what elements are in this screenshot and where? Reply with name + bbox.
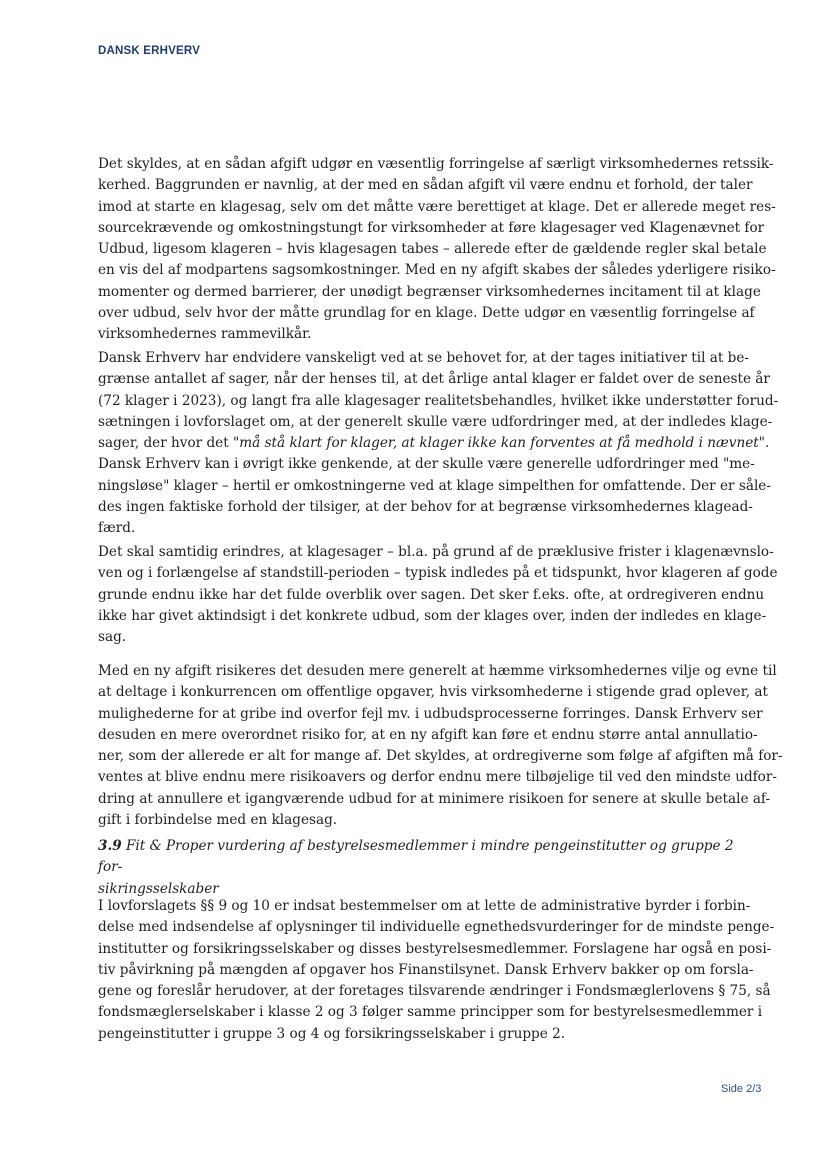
paragraph-line: Det skal samtidig erindres, at klagesager – bl.a. på grund af de præklusive frister i klagenævnslo- (98, 544, 774, 560)
paragraph-line: pengeinstitutter i gruppe 3 og 4 og forsikringsselskaber i gruppe 2. (98, 1025, 566, 1042)
paragraph-line: sourcekrævende og omkostningstungt for virksomheder at føre klagesager ved Klagenævnet for (98, 219, 765, 236)
paragraph-line: sag. (98, 629, 127, 646)
page-number: Side 2/3 (721, 1083, 762, 1095)
paragraph-line: grunde endnu ikke har det fulde overblik over sagen. Det sker f.eks. ofte, at ordregiveren endnu (98, 586, 765, 603)
paragraph-line: sætningen i lovforslaget om, at der generelt skulle være udfordringer med, at der indledes klage- (98, 413, 773, 430)
section-title-line2: sikringsselskaber (98, 880, 219, 897)
paragraph-line: færd. (98, 520, 136, 537)
paragraph-line: momenter og dermed barrierer, der unødigt begrænser virksomhedernes incitament til at klage (98, 283, 761, 300)
paragraph-fit-proper (98, 896, 775, 1045)
paragraph-line: dring at annullere et igangværende udbud for at minimere risikoen for senere at skulle betale af- (98, 790, 771, 807)
paragraph-line: delse med indsendelse af oplysninger til individuelle egnethedsvurderinger for de mindste penge- (98, 919, 775, 936)
paragraph-line: gene og foreslår herudover, at der foretages tilsvarende ændringer i Fondsmæglerlovens § 75, så (98, 983, 771, 1000)
paragraph-line: Det skyldes, at en sådan afgift udgør en væsentlig forringelse af særligt virksomhedernes retssik- (98, 156, 774, 172)
paragraph-line: ner, som der allerede er alt for mange af. Det skyldes, at ordregiverne som følge af afgiften må for- (98, 748, 783, 765)
paragraph-line: ikke har givet aktindsigt i det konkrete udbud, som der klages over, inden der indledes en klage- (98, 607, 767, 624)
paragraph-line: fondsmæglerselskaber i klasse 2 og 3 følger samme principper som for bestyrelsesmedlemmer i (98, 1004, 763, 1021)
paragraph-line: Dansk Erhverv har endvidere vanskeligt ved at se behovet for, at der tages initiativer til at be- (98, 350, 750, 366)
paragraph-line: en vis del af modpartens sagsomkostninger. Med en ny afgift skabes der således yderligere risiko- (98, 262, 776, 279)
paragraph-line-text: sager, der hvor det (98, 435, 234, 452)
paragraph-line: imod at starte en klagesag, selv om det måtte være berettiget at klage. Det er allerede meget res- (98, 198, 776, 215)
paragraph-line: at deltage i konkurrencen om offentlige opgaver, hvis virksomhederne i stigende grad oplever, at (98, 684, 768, 701)
paragraph-line: gift i forbindelse med en klagesag. (98, 812, 338, 829)
paragraph-line: (72 klager i 2023), og langt fra alle klagesager realitetsbehandles, hvilket ikke understøtter forud- (98, 392, 779, 409)
paragraph-line: kerhed. Baggrunden er navnlig, at der med en sådan afgift vil være endnu et forhold, der taler (98, 177, 753, 194)
paragraph-line: Med en ny afgift risikeres det desuden mere generelt at hæmme virksomhedernes vilje og evne til (98, 663, 777, 679)
paragraph-line: ningsløse" klager – hertil er omkostningerne ved at klage simpelthen for omfattende. Der er såle- (98, 477, 771, 494)
paragraph-line: ven og i forlængelse af standstill-perioden – typisk indledes på et tidspunkt, hvor klageren af gode (98, 565, 778, 582)
paragraph-fee-legal-certainty (98, 154, 776, 346)
paragraph-line: I lovforslagets §§ 9 og 10 er indsat bestemmelser om at lette de administrative byrder i forbin- (98, 898, 751, 914)
quoted-text: "må stå klart for klager, at klager ikke kan forventes at få medhold i nævnet". (233, 435, 770, 452)
paragraph-line: ventes at blive endnu mere risikoavers og derfor endnu mere tilbøjelige til ved den mindste udfor- (98, 769, 777, 786)
paragraph-line-with-quote (98, 433, 770, 454)
paragraph-line: grænse antallet af sager, når der henses til, at det årlige antal klager er faldet over de seneste år (98, 371, 770, 388)
section-heading (98, 836, 738, 900)
paragraph-line: tiv påvirkning på mængden af opgaver hos Finanstilsynet. Dansk Erhverv bakker op om forsla- (98, 961, 754, 978)
paragraph-line: desuden en mere overordnet risiko for, at en ny afgift kan føre et endnu større antal annullatio- (98, 726, 758, 743)
paragraph-line: over udbud, selv hvor der måtte grundlag for en klage. Dette udgør en væsentlig forringelse af (98, 305, 755, 322)
paragraph-line: mulighederne for at gribe ind overfor fejl mv. i udbudsprocesserne forringes. Dansk Erhverv ser (98, 705, 763, 722)
paragraph-line: Udbud, ligesom klageren – hvis klagesagen tabes – allerede efter de gældende regler skal betale (98, 241, 767, 258)
paragraph-need-for-limiting-cases (98, 348, 779, 540)
paragraph-line: Dansk Erhverv kan i øvrigt ikke genkende, at der skulle være generelle udfordringer med "me- (98, 456, 755, 473)
header-brand: DANSK ERHVERV (98, 45, 201, 57)
section-title-line1: Fit & Proper vurdering af bestyrelsesmedlemmer i mindre pengeinstitutter og gruppe 2 for- (98, 838, 734, 876)
paragraph-line: institutter og forsikringsselskaber og disses bestyrelsesmedlemmer. Forslagene har også en posi- (98, 940, 772, 957)
paragraph-competition-risk (98, 661, 783, 831)
section-number: 3.9 (98, 838, 122, 854)
paragraph-line: virksomhedernes rammevilkår. (98, 326, 312, 343)
paragraph-line: des ingen faktiske forhold der tilsiger, at der behov for at begrænse virksomhedernes klagead- (98, 499, 753, 516)
paragraph-preclusive-deadlines (98, 542, 778, 648)
